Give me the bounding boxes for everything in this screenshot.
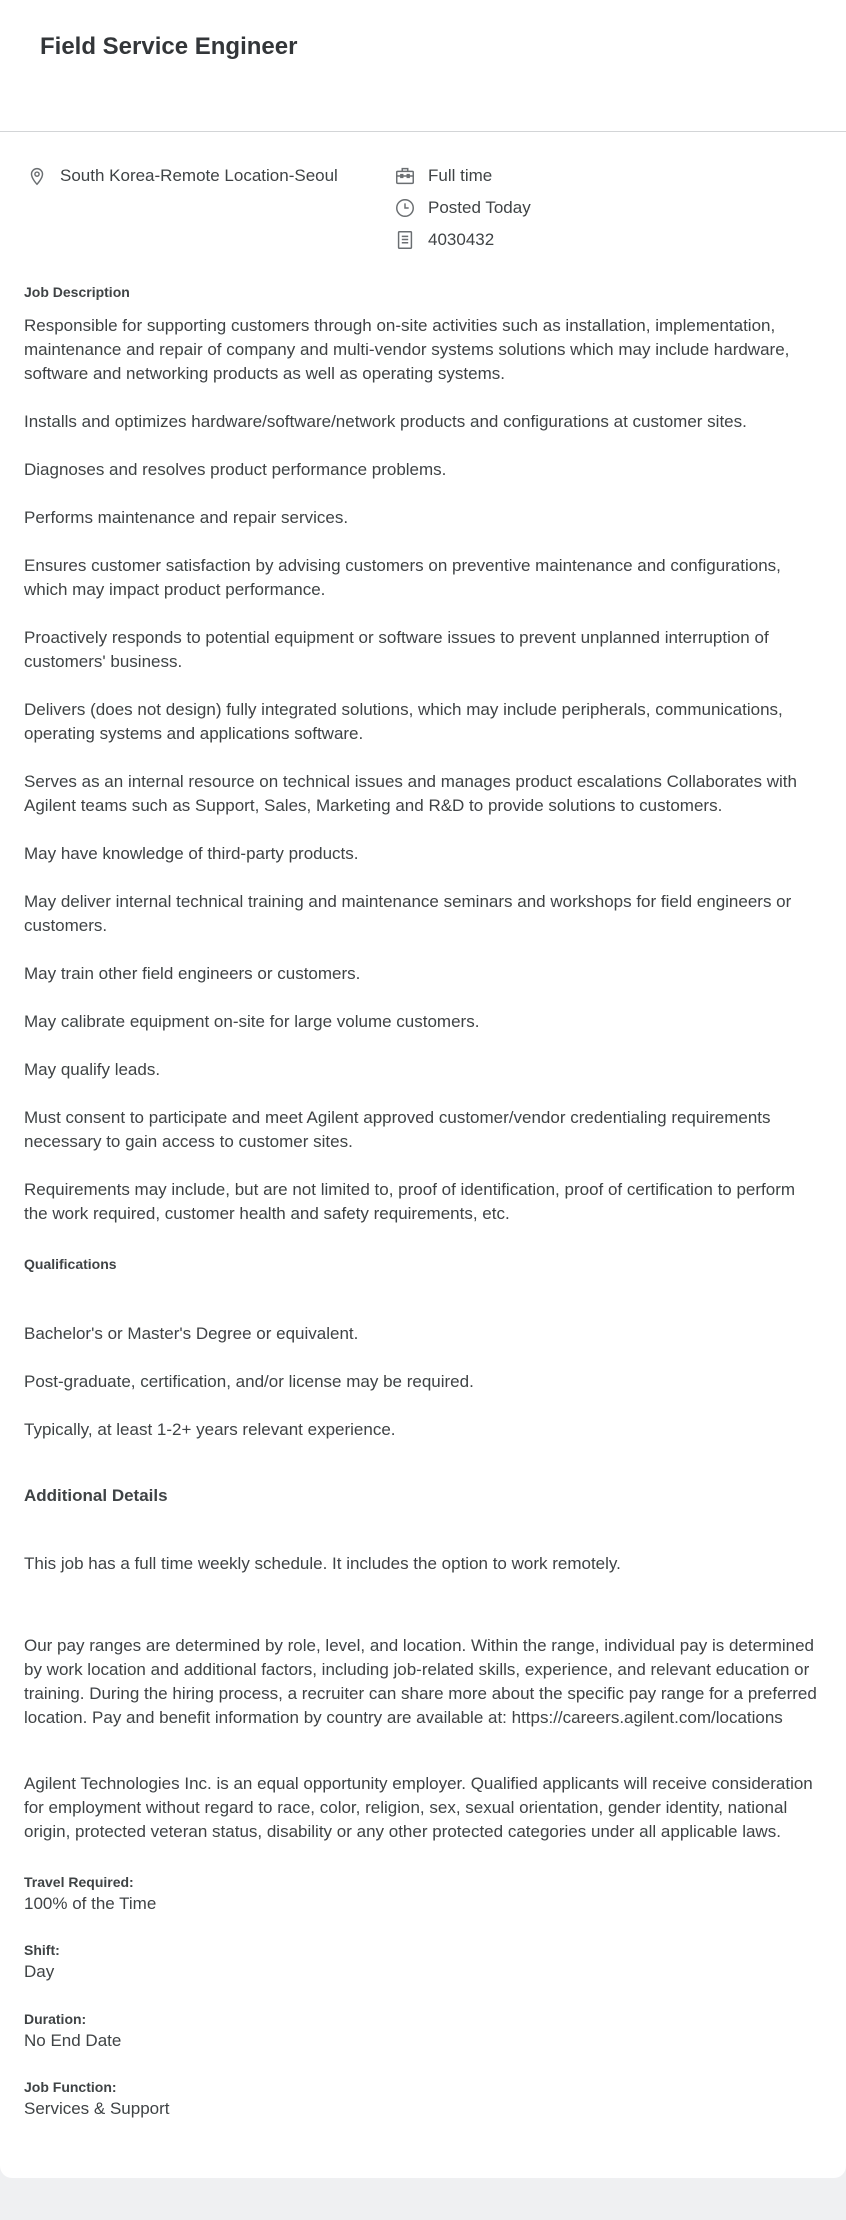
job-location [26,165,338,187]
description-paragraph: Ensures customer satisfaction by advising customers on preventive maintenance and configurations, which may impact product performance. [24,556,781,599]
description-paragraph: May have knowledge of third-party products. [24,844,359,863]
map-pin-icon [26,165,48,187]
job-function-label: Job Function: [24,2079,117,2095]
description-paragraph: Installs and optimizes hardware/software/network products and configurations at customer sites. [24,412,747,431]
travel-label: Travel Required: [24,1874,134,1890]
description-paragraph: May qualify leads. [24,1060,161,1079]
travel-value: 100% of the Time [24,1894,157,1913]
shift-value: Day [24,1962,55,1981]
job-location-text: South Korea-Remote Location-Seoul [60,166,338,185]
pay-text: Our pay ranges are determined by role, level, and location. Within the range, individual pay is determined by work location and additional factors, including job-related skills, experience, and relevant education or training. During the hiring process, a recruiter can share more about the specific pay range for a preferred location. Pay and benefit information by country are available at: https://careers.agilent.com/locations [24,1636,817,1727]
qualification-paragraph: Typically, at least 1-2+ years relevant experience. [24,1420,396,1439]
duration-value: No End Date [24,2031,122,2050]
description-paragraph: Must consent to participate and meet Agilent approved customer/vendor credentialing requirements necessary to gain access to customer sites. [24,1108,771,1151]
job-posted [394,197,531,219]
schedule-text: This job has a full time weekly schedule. It includes the option to work remotely. [24,1554,621,1573]
job-req-id [394,229,494,251]
job-meta [0,132,846,262]
qualification-paragraph: Post-graduate, certification, and/or license may be required. [24,1372,474,1391]
duration-label: Duration: [24,2011,87,2027]
description-paragraph: Performs maintenance and repair services. [24,508,349,527]
job-type [394,165,492,187]
shift-label: Shift: [24,1942,60,1958]
clock-icon [394,197,416,219]
job-posted-text: Posted Today [428,198,531,217]
description-paragraph: May train other field engineers or customers. [24,964,361,983]
job-header [0,0,846,132]
job-description [24,314,822,1226]
description-paragraph: Requirements may include, but are not limited to, proof of identification, proof of certification to perform the work required, customer health and safety requirements, etc. [24,1180,796,1223]
eeo-text: Agilent Technologies Inc. is an equal opportunity employer. Qualified applicants will receive consideration for employment without regard to race, color, religion, sex, sexual orientation, gender identity, national origin, protected veteran status, disability or any other protected categories under all applicable laws. [24,1774,813,1841]
qualification-paragraph: Bachelor's or Master's Degree or equivalent. [24,1324,359,1343]
description-paragraph: Responsible for supporting customers through on-site activities such as installation, implementation, maintenance and repair of company and multi-vendor systems solutions which may include hardware, software and networking products as well as operating systems. [24,316,790,383]
document-icon [394,229,416,251]
description-paragraph: May calibrate equipment on-site for large volume customers. [24,1012,480,1031]
description-paragraph: Serves as an internal resource on technical issues and manages product escalations Collaborates with Agilent teams such as Support, Sales, Marketing and R&D to provide solutions to customers. [24,772,797,815]
job-type-text: Full time [428,166,493,185]
description-paragraph: Delivers (does not design) fully integrated solutions, which may include peripherals, communications, operating systems and applications software. [24,700,783,743]
description-paragraph: May deliver internal technical training and maintenance seminars and workshops for field engineers or customers. [24,892,792,935]
additional-details-heading: Additional Details [24,1486,168,1505]
description-paragraph: Proactively responds to potential equipment or software issues to prevent unplanned interruption of customers' business. [24,628,769,671]
job-function-value: Services & Support [24,2099,170,2118]
briefcase-icon [394,165,416,187]
job-title: Field Service Engineer [40,33,298,60]
qualifications [24,1322,822,1442]
job-content [0,284,846,2121]
job-description-heading: Job Description [24,284,130,300]
job-details [24,1872,822,2121]
job-req-id-text: 4030432 [428,230,495,249]
qualifications-heading: Qualifications [24,1256,117,1272]
description-paragraph: Diagnoses and resolves product performance problems. [24,460,447,479]
